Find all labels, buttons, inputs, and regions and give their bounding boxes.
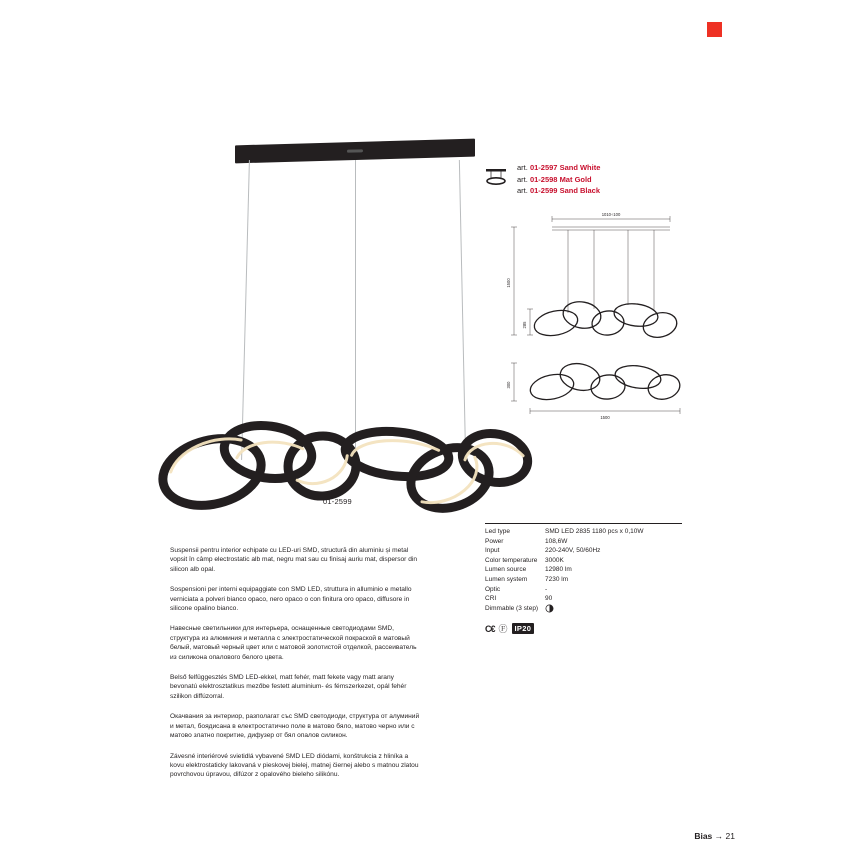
description-paragraph-bg: Окачвания за интериор, разполагат със SMD светодиоди, структура от алуминий и метал, боядисана в електростатично поле в матово бяло, матово черно или с матово златно покритие, дифузер от бял опалов силикон.	[170, 713, 420, 740]
spec-value: 3000K	[545, 556, 564, 564]
spec-row-optic	[485, 585, 725, 595]
spec-row-cri	[485, 594, 725, 604]
spec-divider	[485, 523, 682, 524]
description-paragraph-ro: Suspensii pentru interior echipate cu LED-uri SMD, structură din aluminiu și metal vopsit în câmp electrostatic alb mat, negru mat sau cu finisaj auriu mat, dispersor din silicon alb opal.	[170, 547, 418, 573]
spec-value	[545, 604, 725, 616]
spec-row-input	[485, 546, 725, 556]
page-footer	[694, 831, 735, 841]
spec-key: Power	[485, 537, 504, 545]
dim-bottom-height: 300	[506, 381, 511, 389]
variant-art-prefix: art.	[517, 186, 528, 195]
ip-rating-badge: IP20	[512, 623, 535, 634]
spec-row-lumen-system	[485, 575, 725, 585]
description-paragraph-ru: Навесные светильники для интерьера, оснащенные светодиодами SMD, структура из алюминия и металла с электростатической покраской в матовый белый, матовый черный цвет или с матовой золотистой отделкой, рассеиватель из силикона опалового белого цвета.	[170, 625, 417, 661]
variant-art-prefix: art.	[517, 163, 528, 172]
spec-key: Color temperature	[485, 556, 538, 564]
certification-badges	[485, 622, 725, 635]
spec-key: CRI	[485, 595, 497, 603]
spec-key: Led type	[485, 528, 510, 535]
variant-code: 01-2599	[529, 186, 558, 195]
dim-top-depth: 285	[522, 321, 527, 329]
variant-row[interactable]	[485, 174, 705, 186]
spec-value: 108,6W	[545, 537, 568, 545]
spec-row-lumen-source	[485, 565, 725, 575]
description-paragraph-sk: Závesné interiérové svietidlá vybavené SMD LED diódami, konštrukcia z hliníka a kovu elektrostaticky lakovaná v pieskovej bielej, matnej čiernej alebo s matnou zlatou povrchovou úpravou, difúzor z opalového bieleho silikónu.	[170, 752, 419, 779]
spec-table	[485, 523, 725, 635]
red-marker	[707, 22, 722, 37]
spec-value: 90	[545, 595, 553, 603]
spec-key: Dimmable (3 step)	[485, 604, 539, 612]
spec-row-color-temperature	[485, 556, 725, 566]
spec-value: SMD LED 2835 1180 pcs x 0,10W	[545, 528, 644, 535]
spec-key: Lumen source	[485, 566, 527, 574]
spec-key: Optic	[485, 585, 501, 593]
spec-value: 12980 lm	[545, 566, 572, 574]
f-mark-icon: Ⓕ	[498, 624, 508, 635]
variant-row[interactable]	[485, 162, 705, 174]
lamp-section-icon	[485, 166, 507, 186]
spec-key: Input	[485, 547, 500, 555]
dim-bottom-width: 1500	[600, 415, 610, 420]
variant-name: Sand White	[559, 163, 601, 172]
technical-drawings	[490, 205, 720, 430]
variant-name: Mat Gold	[559, 174, 592, 184]
spec-row-dimmable	[485, 604, 725, 616]
variant-list	[485, 162, 705, 197]
footer-title: Bias	[694, 831, 713, 841]
spec-value: 7230 lm	[545, 575, 569, 583]
spec-row-led-type	[485, 527, 725, 537]
variant-row[interactable]	[485, 185, 705, 197]
dim-top-width: 1010÷100	[601, 212, 621, 217]
suspension-wire	[355, 160, 356, 452]
spec-key: Lumen system	[485, 575, 528, 583]
ce-mark-icon: C€	[485, 623, 495, 634]
variant-code: 01-2598	[529, 174, 558, 184]
spec-row-power	[485, 537, 725, 547]
description-paragraph-hu: Belső felfüggesztés SMD LED-ekkel, matt fehér, matt fekete vagy matt arany bevonatú elektrosztatikus mezőbe festett aluminium- és fémszerkezet, opál fehér szilikon diffúzorral.	[170, 674, 407, 700]
footer-page-number: → 21	[714, 831, 735, 841]
product-code-label: 01-2599	[323, 497, 352, 506]
variant-name: Sand Black	[559, 186, 600, 195]
spec-value: -	[545, 585, 548, 593]
dim-top-height: 1500	[506, 278, 511, 288]
description-paragraph-it: Sospensioni per interni equipaggiate con SMD LED, struttura in alluminio e metallo verniciata a polveri bianco opaco, nero opaco o con finitura oro opaco, diffusore in silicone opalino bianco.	[170, 586, 412, 613]
spec-value: 220-240V, 50/60Hz	[545, 547, 601, 555]
description-block	[170, 546, 420, 791]
variant-art-prefix: art.	[517, 174, 528, 184]
dimmable-icon	[545, 604, 554, 613]
variant-code: 01-2597	[529, 163, 558, 172]
